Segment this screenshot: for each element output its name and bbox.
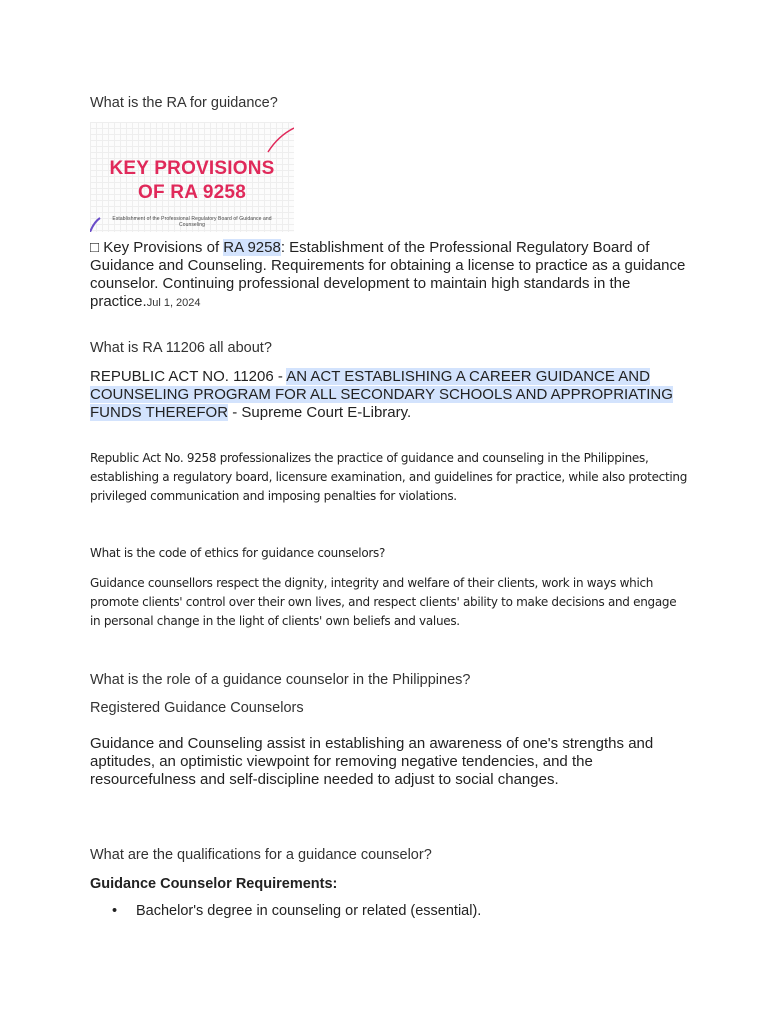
ra11206-title-link[interactable]: AN ACT ESTABLISHING A CAREER GUIDANCE AND COUNSELING PROGRAM FOR ALL SECONDARY SCHOOLS AND APPROPRIATING FUNDS THEREFOR	[90, 368, 673, 421]
missing-glyph-icon: □	[90, 239, 100, 256]
bullet-icon: •	[112, 903, 118, 919]
key-provisions-image[interactable]	[90, 122, 294, 232]
answer-ra11206	[90, 368, 690, 422]
ra9258-link[interactable]: RA 9258	[223, 239, 281, 256]
answer-text: : Establishment of the Professional Regulatory Board of Guidance and Counseling. Requirements for obtaining a license to practice as a guidance counselor. Continuing professional development to maintain high standards in the practice.	[90, 239, 686, 310]
paragraph-ra9258-summary: Republic Act No. 9258 professionalizes the practice of guidance and counseling in the Philippines, establishing a regulatory board, licensure examination, and guidelines for practice, while also protecting privileged communication and imposing penalties for violations.	[90, 451, 688, 503]
answer-date: Jul 1, 2024	[146, 297, 201, 309]
requirement-text: Bachelor's degree in counseling or related (essential).	[136, 903, 482, 919]
image-title-line1: KEY PROVISIONS	[109, 158, 275, 179]
answer2-prefix: REPUBLIC ACT NO. 11206 -	[90, 368, 287, 385]
question-ra11206: What is RA 11206 all about?	[90, 340, 272, 356]
paragraph-ethics: Guidance counsellors respect the dignity, integrity and welfare of their clients, work in ways which promote clients' control over their own lives, and respect clients' ability to make decisions and engage in personal change in the light of clients' own beliefs and values.	[90, 576, 677, 628]
image-title-line2: OF RA 9258	[138, 182, 246, 203]
answer-ra9258	[90, 239, 690, 312]
question-code-of-ethics: What is the code of ethics for guidance counselors?	[90, 546, 386, 560]
paragraph-role: Guidance and Counseling assist in establishing an awareness of one's strengths and aptitudes, an optimistic viewpoint for removing negative tendencies, and the resourcefulness and self-discipline needed to adjust to social changes.	[90, 735, 654, 788]
question-role: What is the role of a guidance counselor in the Philippines?	[90, 672, 471, 688]
question-ra-guidance: What is the RA for guidance?	[90, 95, 278, 111]
question-qualifications: What are the qualifications for a guidance counselor?	[90, 847, 432, 863]
registered-counselors: Registered Guidance Counselors	[90, 700, 304, 716]
list-item	[112, 903, 481, 919]
requirements-heading: Guidance Counselor Requirements:	[90, 876, 338, 892]
answer-prefix: Key Provisions of	[99, 239, 224, 256]
answer2-source: - Supreme Court E-Library.	[228, 404, 412, 421]
image-subtitle: Establishment of the Professional Regulatory Board of Guidance and Counseling	[112, 216, 272, 228]
